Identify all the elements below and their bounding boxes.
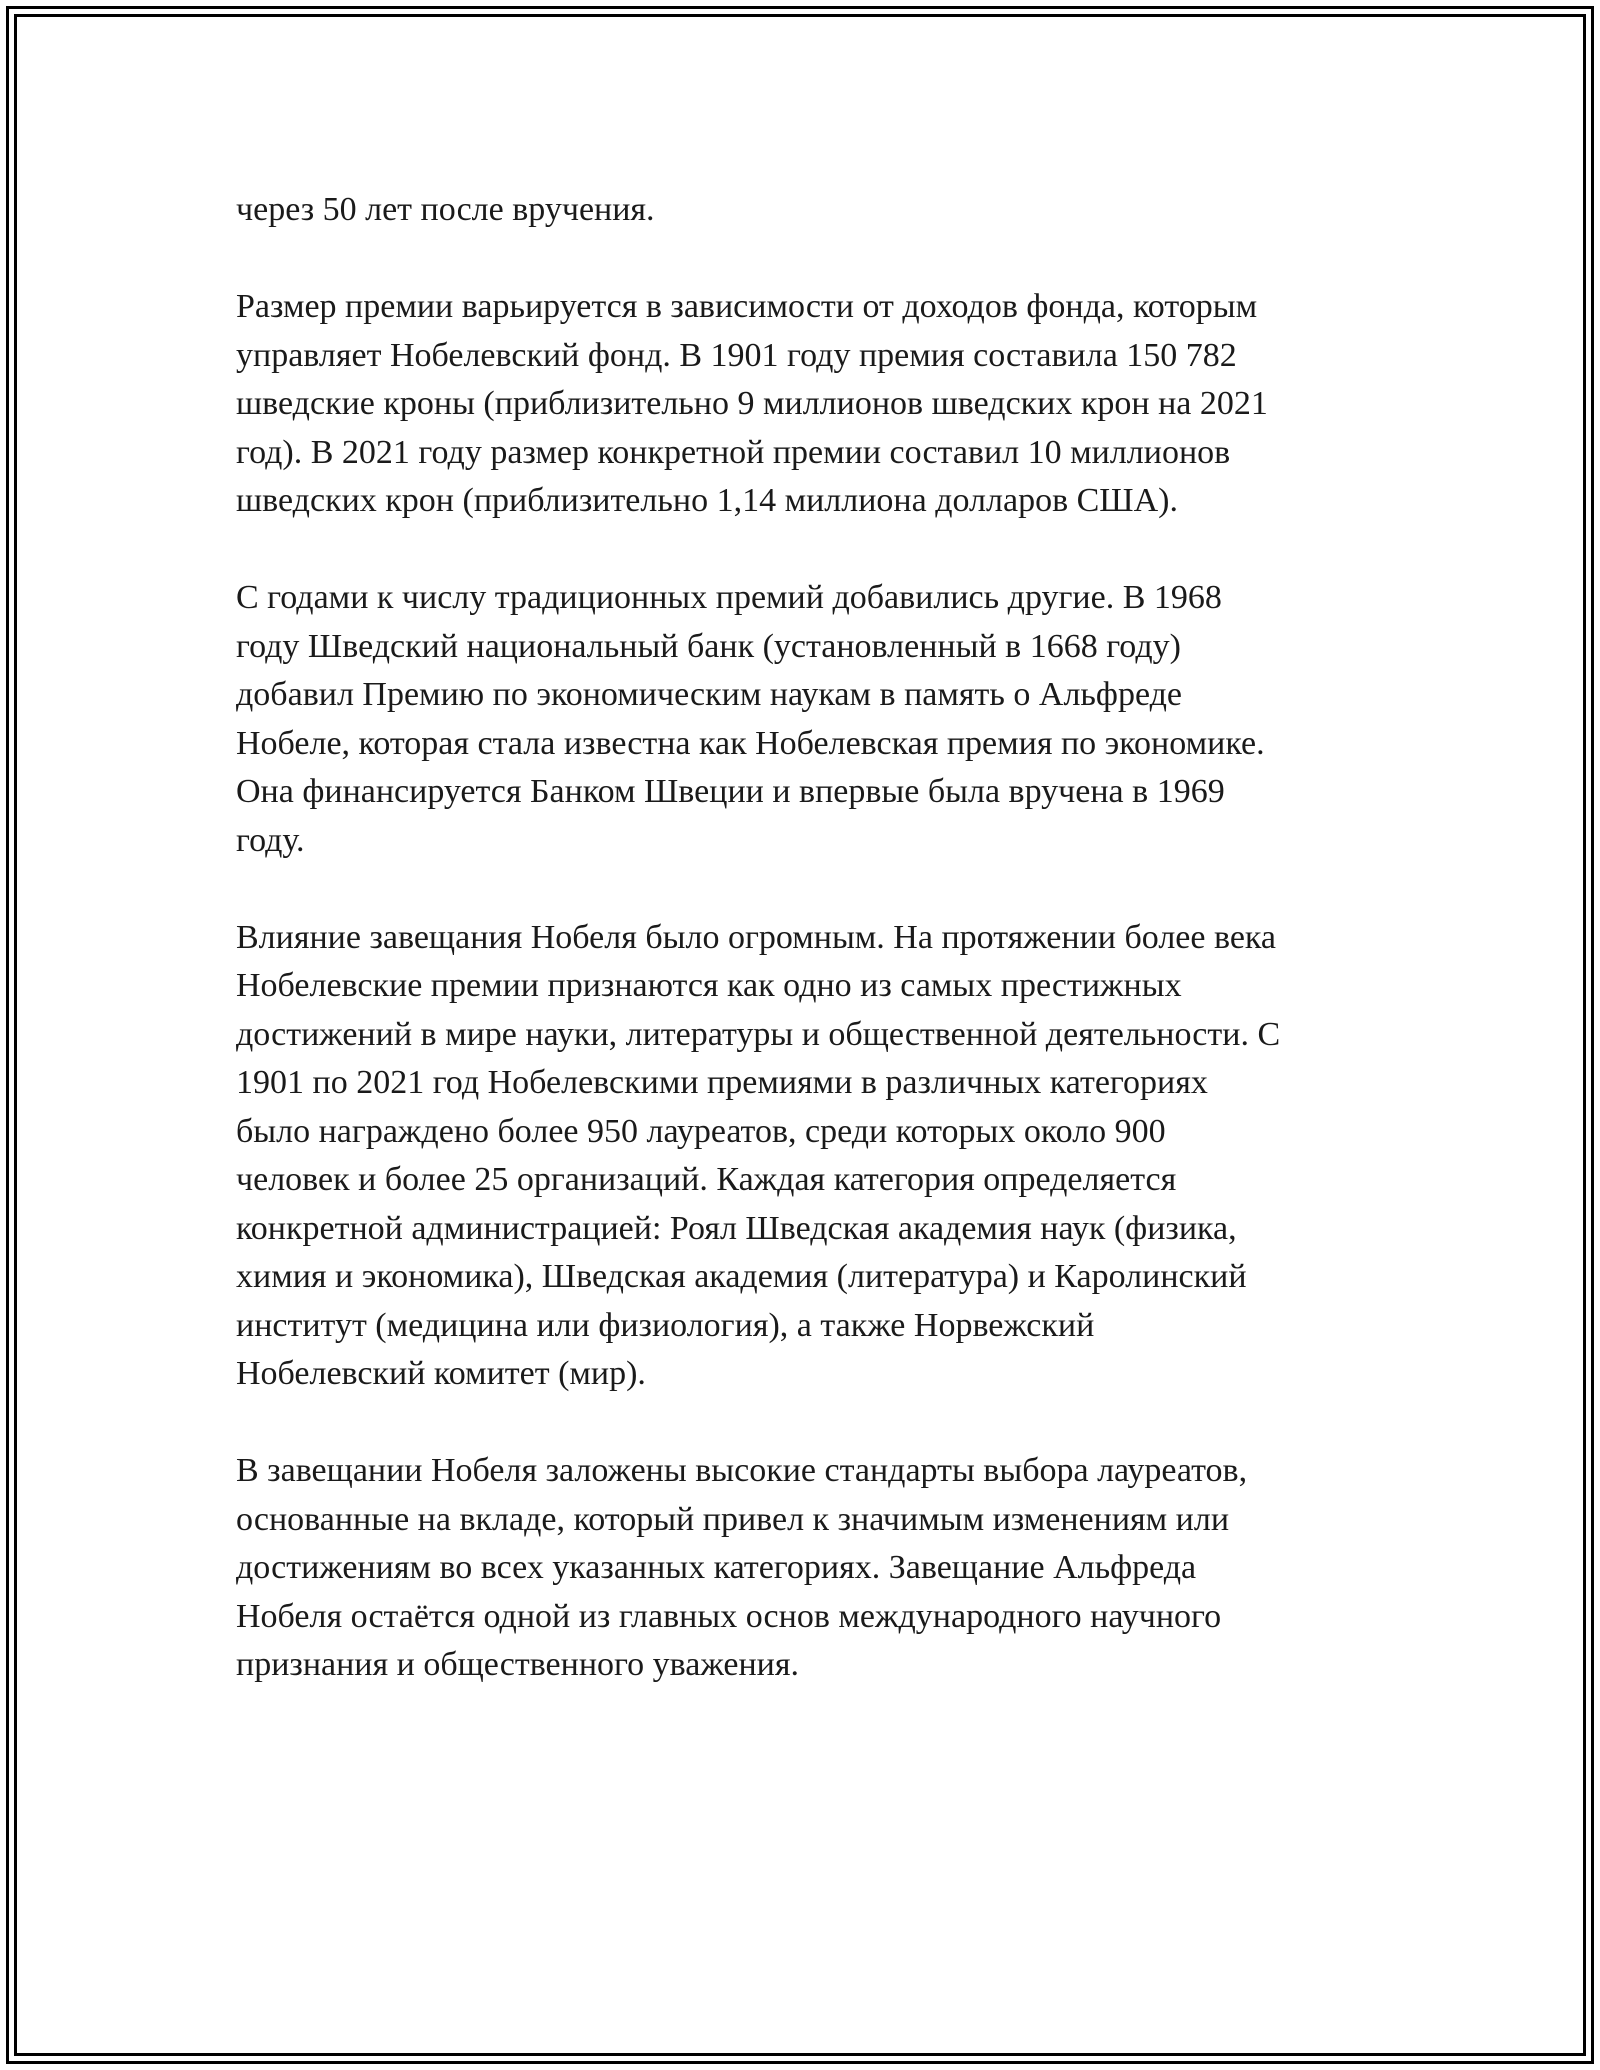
paragraph-economics-prize: С годами к числу традиционных премий добавились другие. В 1968 году Шведский национальный банк (установленный в 1668 году) добавил Премию по экономическим наукам в память о Альфреде Нобеле, которая стала известна как Нобелевская премия по экономике. Она финансируется Банком Швеции и впервые была вручена в 1969 году. [236,579,1265,859]
paragraph-continuation: через 50 лет после вручения. [236,191,655,228]
paragraph-influence: Влияние завещания Нобеля было огромным. На протяжении более века Нобелевские премии признаются как одно из самых престижных достижений в мире науки, литературы и общественной деятельности. С 1901 по 2021 год Нобелевскими премиями в различных категориях было награждено более 950 лауреатов, среди которых около 900 человек и более 25 организаций. Каждая категория определяется конкретной администрацией: Роял Шведская академия наук (физика, химия и экономика), Шведская академия (литература) и Каролинский институт (медицина или физиология), а также Норвежский Нобелевский комитет (мир). [236,918,1281,1392]
paragraph-standards: В завещании Нобеля заложены высокие стандарты выбора лауреатов, основанные на вкладе, который привел к значимым изменениям или достижениям во всех указанных категориях. Завещание Альфреда Нобеля остаётся одной из главных основ международного научного признания и общественного уважения. [236,1452,1248,1683]
paragraph-prize-amount: Размер премии варьируется в зависимости от доходов фонда, которым управляет Нобелевский фонд. В 1901 году премия составила 150 782 шведские кроны (приблизительно 9 миллионов шведских крон на 2021 год). В 2021 году размер конкретной премии составил 10 миллионов шведских крон (приблизительно 1,14 миллиона долларов США). [236,288,1268,519]
document-body [236,186,1396,1738]
